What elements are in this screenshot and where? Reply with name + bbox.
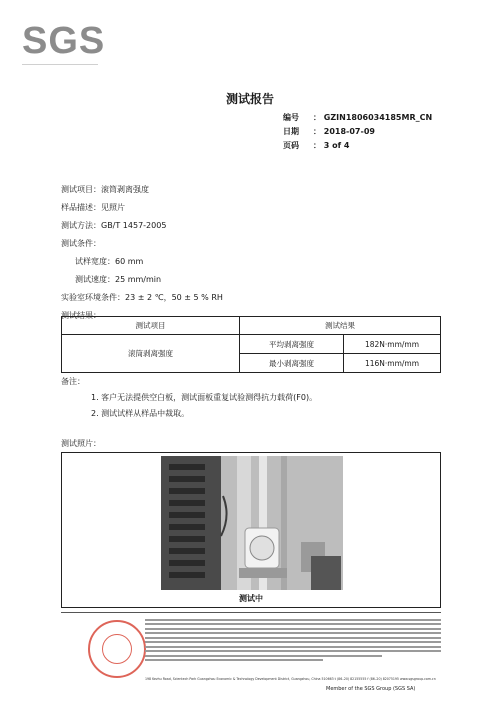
test-photo-illustration [161, 456, 343, 590]
cell-result-label: 平均剥离强度 [240, 335, 344, 354]
sgs-logo [22, 20, 106, 68]
field-speed: 测试速度：25 mm/min [75, 275, 162, 284]
seal-inner-ring [102, 634, 132, 664]
meta-value: ： 3 of 4 [313, 140, 350, 150]
field-width: 试样宽度：60 mm [75, 257, 144, 266]
cell-result-label: 最小剥离强度 [240, 354, 344, 373]
photo-label: 测试照片： [61, 439, 101, 448]
report-title: 测试报告 [225, 92, 274, 106]
cell-result-value: 182N·mm/mm [344, 335, 441, 354]
footer-address: 198 Kezhu Road, Scientech Park Guangzhou Economic & Technology Development District, Guangzhou, China 510663 t (86–20) 82155555 f (86–20) 82075195 www.sgsgroup.com.cn [145, 677, 436, 681]
header-test-item: 测试项目 [62, 317, 240, 335]
meta-label: 日期 [283, 126, 299, 136]
field-results-label: 测试结果： [61, 311, 101, 320]
cell-test-name: 滚筒剥离强度 [62, 335, 240, 373]
test-photo [161, 456, 343, 590]
meta-page [283, 138, 432, 152]
footer-terms-text [145, 616, 441, 678]
meta-label: 页码 [283, 140, 299, 150]
notes-title: 备注： [61, 377, 85, 386]
meta-value: ： GZIN1806034185MR_CN [313, 112, 433, 122]
logo-text: SGS [22, 20, 106, 62]
meta-date [283, 124, 432, 138]
photo-frame [61, 452, 441, 608]
logo-underline [22, 64, 98, 65]
report-meta [283, 110, 432, 152]
field-test-item: 测试项目：滚筒剥离强度 [61, 185, 149, 194]
footer-member: Member of the SGS Group (SGS SA) [326, 686, 416, 692]
field-environment: 实验室环境条件：23 ± 2 ℃，50 ± 5 % RH [61, 293, 223, 302]
field-conditions: 测试条件： [61, 239, 101, 248]
field-sample: 样品描述：见照片 [61, 203, 125, 212]
company-seal [88, 620, 146, 678]
footer-divider [61, 612, 441, 613]
meta-label: 编号 [283, 112, 299, 122]
field-method: 测试方法：GB/T 1457-2005 [61, 221, 167, 230]
results-table [61, 316, 441, 373]
note-item: 1. 客户无法提供空白板，测试面板重复试验测得抗力载荷(F0)。 [91, 393, 318, 402]
meta-value: ： 2018-07-09 [313, 126, 375, 136]
photo-caption: 测试中 [239, 594, 263, 603]
meta-number [283, 110, 432, 124]
header-test-result: 测试结果 [240, 317, 441, 335]
note-item: 2. 测试试样从样品中裁取。 [91, 409, 190, 418]
cell-result-value: 116N·mm/mm [344, 354, 441, 373]
